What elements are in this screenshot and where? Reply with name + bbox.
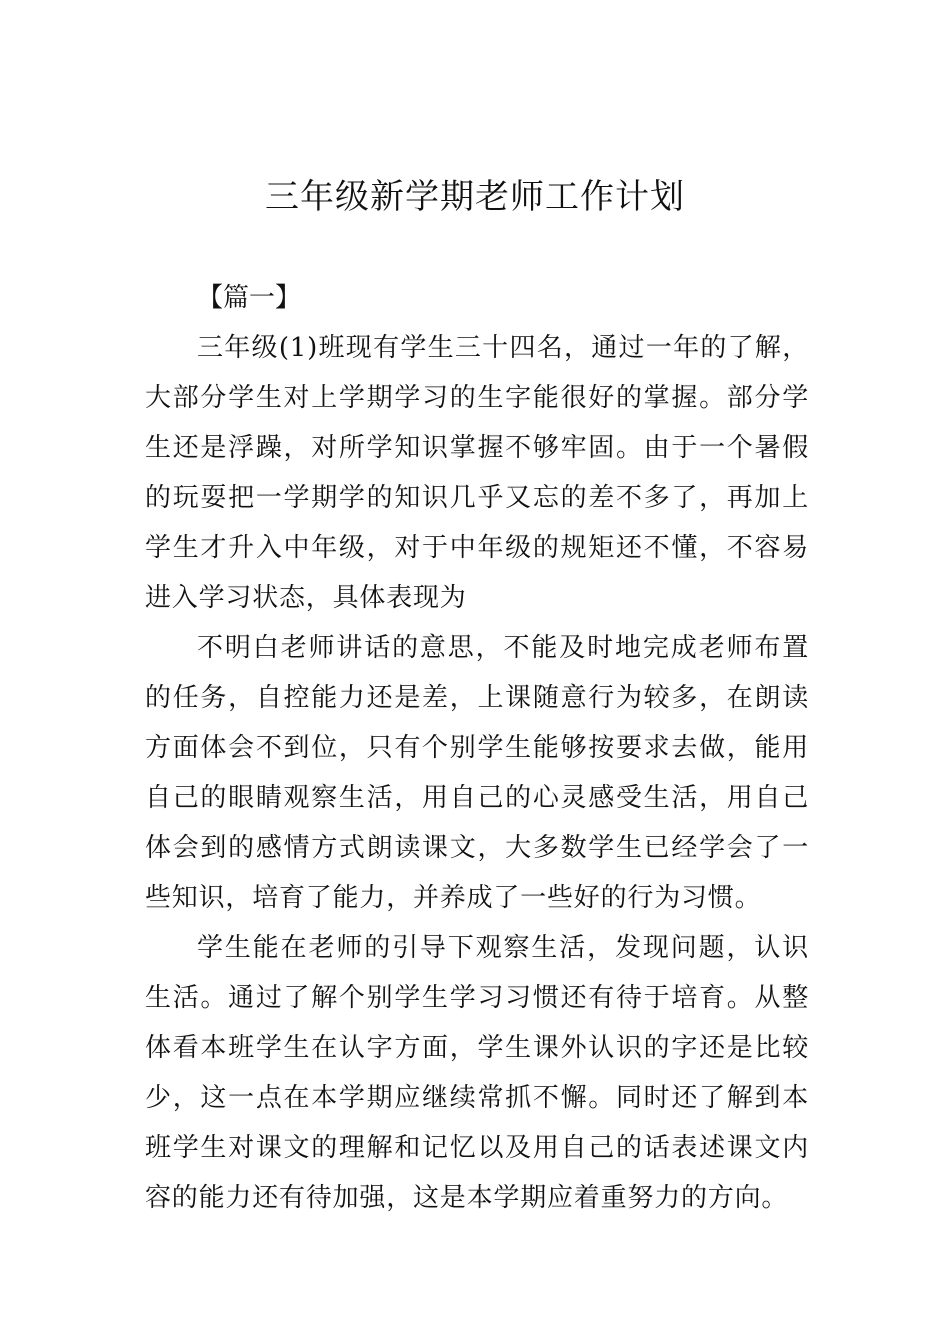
paragraph-1: 三年级(1)班现有学生三十四名，通过一年的了解，大部分学生对上学期学习的生字能很好的掌握。部分学生还是浮躁，对所学知识掌握不够牢固。由于一个暑假的玩耍把一学期学的知识几乎又忘的差不多了，再加上学生才升入中年级，对于中年级的规矩还不懂，不容易进入学习状态，具体表现为 (145, 333, 809, 613)
document-title: 三年级新学期老师工作计划 (265, 177, 685, 217)
paragraph-2: 不明白老师讲话的意思，不能及时地完成老师布置的任务，自控能力还是差，上课随意行为较多，在朗读方面体会不到位，只有个别学生能够按要求去做，能用自己的眼睛观察生活，用自己的心灵感受生活，用自己体会到的感情方式朗读课文，大多数学生已经学会了一些知识，培育了能力，并养成了一些好的行为习惯。 (145, 633, 809, 913)
section-label: 【篇一】 (197, 283, 302, 313)
paragraph-3: 学生能在老师的引导下观察生活，发现问题，认识生活。通过了解个别学生学习习惯还有待于培育。从整体看本班学生在认字方面，学生课外认识的字还是比较少，这一点在本学期应继续常抓不懈。同时还了解到本班学生对课文的理解和记忆以及用自己的话表述课文内容的能力还有待加强，这是本学期应着重努力的方向。 (145, 933, 809, 1213)
document-body (145, 273, 809, 1223)
